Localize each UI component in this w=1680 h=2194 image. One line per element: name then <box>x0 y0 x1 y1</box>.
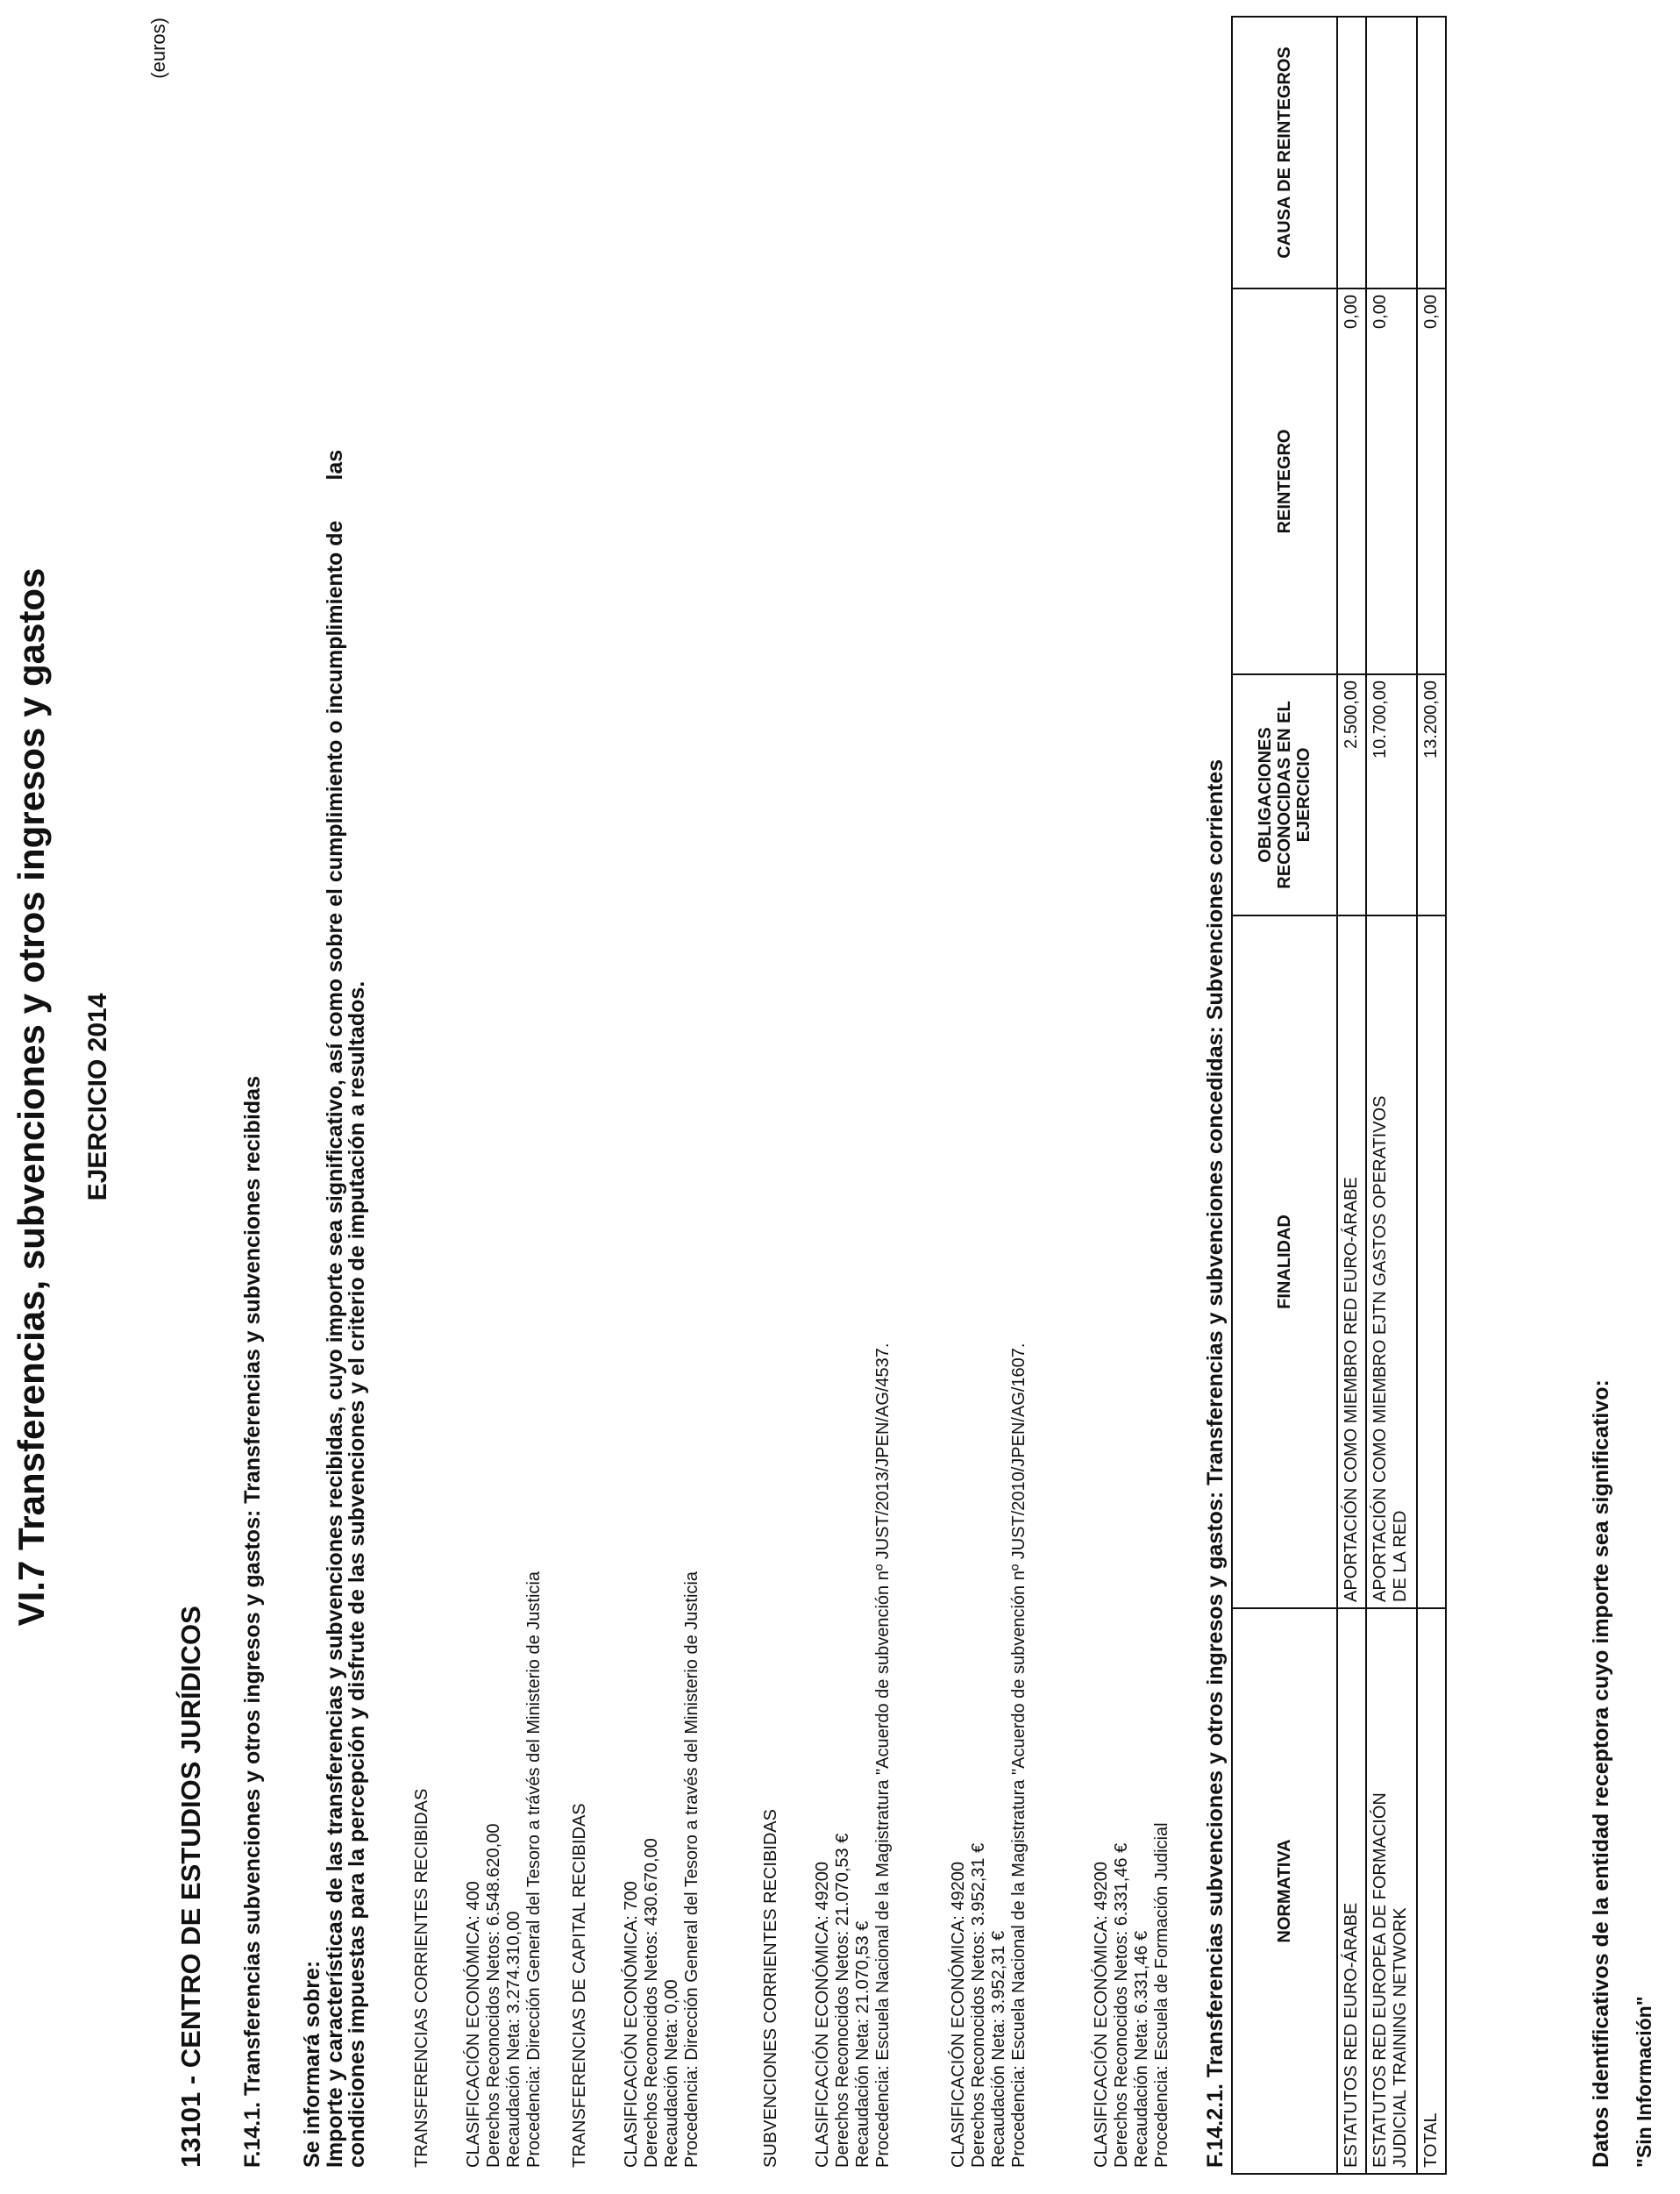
cell-empty <box>1417 17 1446 288</box>
group-line: Procedencia: Dirección General del Tesoro a través del Ministerio de Justicia <box>682 1571 701 2168</box>
group-subv-2 <box>949 1343 1029 2168</box>
cell-obligaciones: 2.500,00 <box>1337 674 1366 915</box>
group-line: CLASIFICACIÓN ECONÓMICA: 700 <box>622 1881 641 2168</box>
cell-text: APORTACIÓN COMO MIEMBRO RED EURO-ÁRABE <box>1342 1177 1361 1602</box>
col-obligaciones-1: OBLIGACIONES <box>1256 727 1275 863</box>
col-obligaciones <box>1232 674 1337 915</box>
cell-total-obligaciones: 13.200,00 <box>1417 674 1446 915</box>
informara-label: Se informará sobre: <box>300 1960 324 2168</box>
group-line: Recaudación Neta: 6.331,46 € <box>1132 1930 1151 2168</box>
sin-informacion: "Sin Información" <box>1633 1996 1655 2168</box>
cell-causa <box>1337 17 1366 288</box>
group-line: CLASIFICACIÓN ECONÓMICA: 49200 <box>1092 1862 1111 2168</box>
group-line: Recaudación Neta: 0,00 <box>662 1979 681 2168</box>
group-line: Recaudación Neta: 3.274.310,00 <box>504 1911 523 2168</box>
table-row <box>1366 17 1417 2174</box>
group-title: TRANSFERENCIAS CORRIENTES RECIBIDAS <box>412 1788 431 2168</box>
informara-text-1a: Importe y características de las transferencias y subvenciones recibidas, cuyo importe sea significativo, así como sobre el cumplimiento o incumplimiento de <box>323 520 347 2168</box>
informara-text-1b: las <box>323 449 347 481</box>
cell-text: DE LA RED <box>1391 1510 1410 1602</box>
col-finalidad: FINALIDAD <box>1232 915 1337 1608</box>
table-row <box>1337 17 1366 2174</box>
group-transf-capital <box>570 1571 702 2168</box>
group-line: CLASIFICACIÓN ECONÓMICA: 49200 <box>949 1862 968 2168</box>
group-line: Procedencia: Dirección General del Tesoro a trávés del Ministerio de Justicia <box>524 1571 544 2168</box>
ejercicio-title: EJERCICIO 2014 <box>83 993 112 1201</box>
cell-total-reintegro: 0,00 <box>1417 288 1446 674</box>
group-line: Derechos Reconocidos Netos: 21.070,53 € <box>833 1833 852 2168</box>
cell-normativa <box>1337 1608 1366 2174</box>
section-f1421-heading: F.14.2.1. Transferencias subvenciones y otros ingresos y gastos: Transferencias y subvenciones concedidas: Subvenciones corrientes <box>1203 759 1228 2168</box>
group-subv-corrientes <box>761 1343 893 2168</box>
group-line: Procedencia: Escuela Nacional de la Magistratura "Acuerdo de subvención nº JUST/2010/JPEN/AG/1607. <box>1009 1343 1029 2168</box>
cell-text: APORTACIÓN COMO MIEMBRO EJTN GASTOS OPERATIVOS <box>1370 1095 1390 1602</box>
table-header-row <box>1232 17 1337 2174</box>
group-title: TRANSFERENCIAS DE CAPITAL RECIBIDAS <box>570 1803 589 2168</box>
group-line: Procedencia: Escuela Nacional de la Magistratura "Acuerdo de subvención nº JUST/2013/JPEN/AG/4537. <box>873 1343 893 2168</box>
cell-text: JUDICIAL TRAINING NETWORK <box>1391 1907 1410 2168</box>
col-reintegro: REINTEGRO <box>1232 288 1337 674</box>
cell-reintegro: 0,00 <box>1337 288 1366 674</box>
cell-text: ESTATUTOS RED EURO-ÁRABE <box>1342 1902 1361 2168</box>
col-normativa: NORMATIVA <box>1232 1608 1337 2174</box>
group-line: Recaudación Neta: 3.952,31 € <box>989 1930 1008 2168</box>
group-line: Derechos Reconocidos Netos: 6.331,46 € <box>1112 1842 1131 2168</box>
cell-finalidad <box>1366 915 1417 1608</box>
group-line: Recaudación Neta: 21.070,53 € <box>853 1920 872 2168</box>
group-line: Derechos Reconocidos Netos: 6.548.620,00 <box>484 1823 503 2168</box>
cell-empty <box>1417 915 1446 1608</box>
units-label: (euros) <box>147 18 169 79</box>
group-title: SUBVENCIONES CORRIENTES RECIBIDAS <box>761 1809 780 2168</box>
group-line: CLASIFICACIÓN ECONÓMICA: 400 <box>464 1881 483 2168</box>
subvenciones-table <box>1231 16 1447 2175</box>
col-causa: CAUSA DE REINTEGROS <box>1232 17 1337 288</box>
cell-text: ESTATUTOS RED EUROPEA DE FORMACIÓN <box>1370 1792 1390 2168</box>
table-total-row <box>1417 17 1446 2174</box>
cell-finalidad <box>1337 915 1366 1608</box>
group-line: Procedencia: Escuela de Formación Judicial <box>1152 1822 1171 2168</box>
section-f141-heading: F.14.1. Transferencias subvenciones y otros ingresos y gastos: Transferencias y subvenciones recibidas <box>240 1076 265 2168</box>
cell-normativa <box>1366 1608 1417 2174</box>
group-subv-3 <box>1092 1822 1172 2168</box>
col-obligaciones-2: RECONOCIDAS EN EL <box>1275 701 1294 889</box>
col-obligaciones-3: EJERCICIO <box>1294 747 1313 843</box>
group-line: Derechos Reconocidos Netos: 430.670,00 <box>642 1838 661 2168</box>
page-title: VI.7 Transferencias, subvenciones y otros ingresos y gastos <box>11 567 52 1627</box>
group-line: Derechos Reconocidos Netos: 3.952,31 € <box>969 1842 988 2168</box>
cell-reintegro: 0,00 <box>1366 288 1417 674</box>
group-line: CLASIFICACIÓN ECONÓMICA: 49200 <box>813 1862 832 2168</box>
datos-heading: Datos identificativos de la entidad receptora cuyo importe sea significativo: <box>1589 1379 1613 2168</box>
centro-heading: 13101 - CENTRO DE ESTUDIOS JURÍDICOS <box>175 1606 206 2168</box>
cell-obligaciones: 10.700,00 <box>1366 674 1417 915</box>
cell-causa <box>1366 17 1417 288</box>
informara-text-2: condiciones impuestas para la percepción y disfrute de las subvenciones y el criterio de imputación a resultados. <box>345 980 369 2168</box>
cell-total-label: TOTAL <box>1417 1608 1446 2174</box>
group-transf-corrientes <box>412 1571 545 2168</box>
